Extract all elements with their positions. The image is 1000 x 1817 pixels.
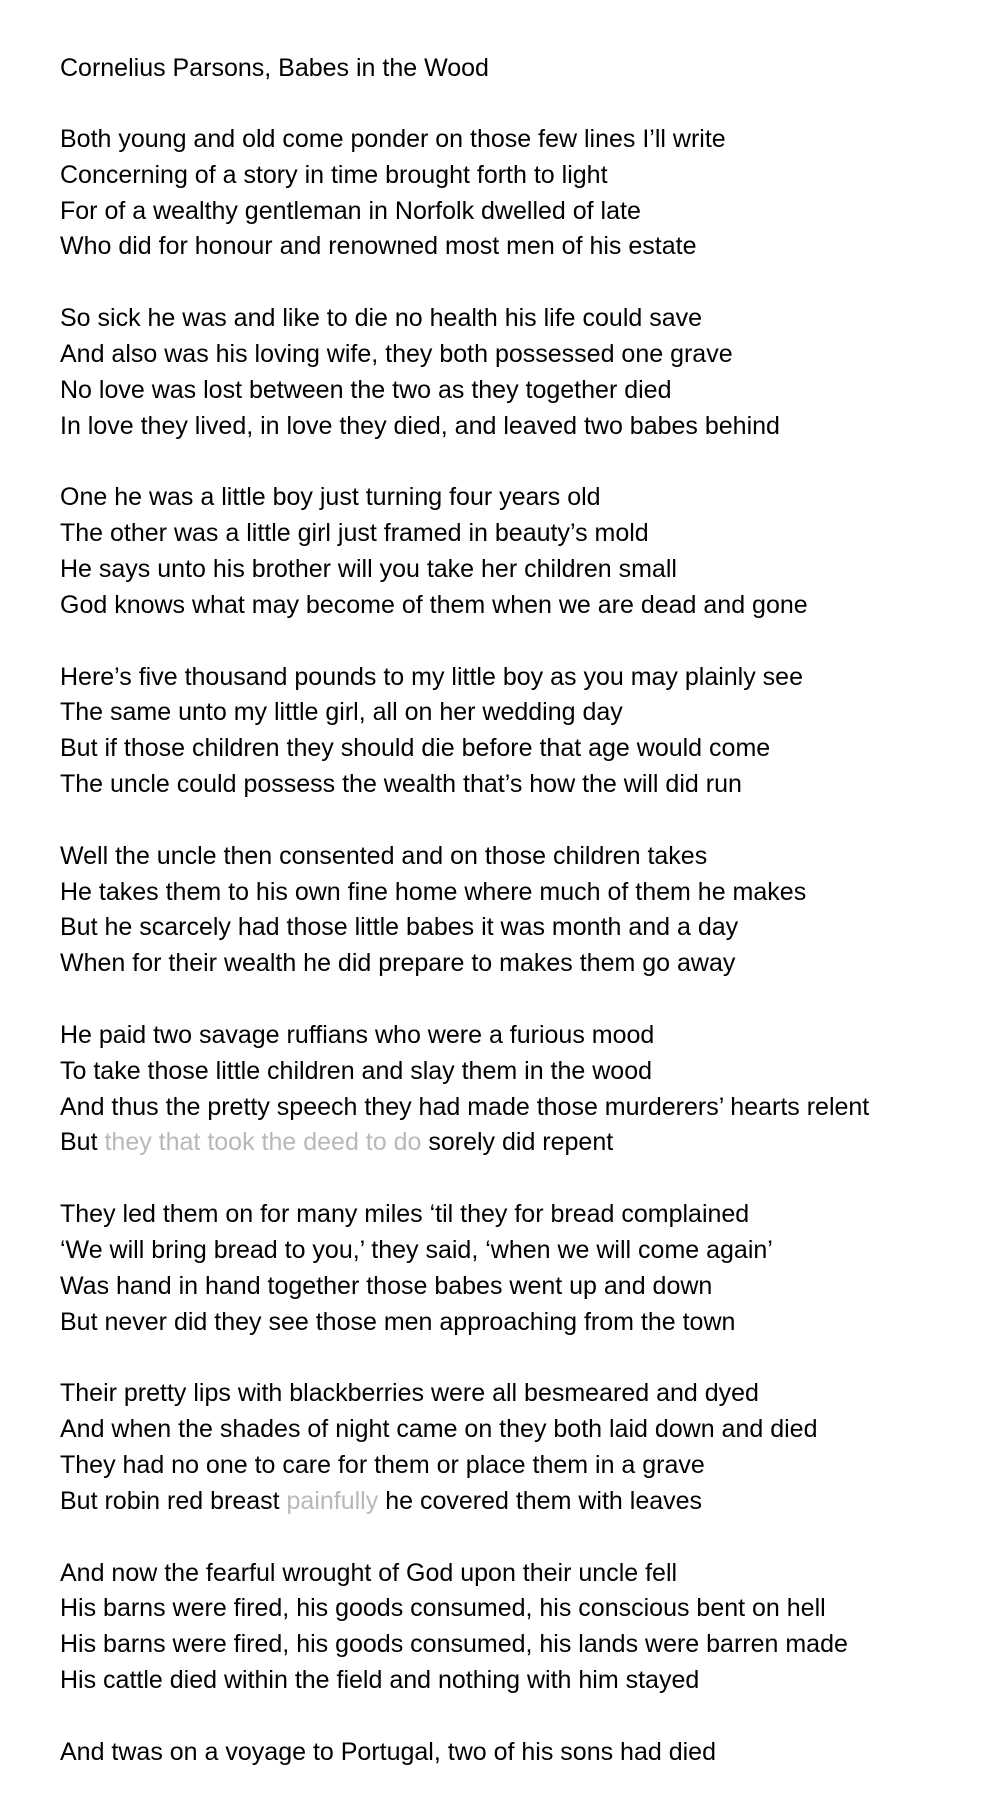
stanza-10 <box>60 1735 980 1771</box>
verse-line-partial <box>60 1125 980 1161</box>
verse-line: He paid two savage ruffians who were a furious mood <box>60 1020 655 1049</box>
verse-text: sorely did repent <box>421 1128 614 1157</box>
verse-line: And now the fearful wrought of God upon their uncle fell <box>60 1558 678 1587</box>
verse-line: The same unto my little girl, all on her wedding day <box>60 698 623 727</box>
verse-line: So sick he was and like to die no health his life could save <box>60 304 703 333</box>
verse-line: Well the uncle then consented and on those children takes <box>60 841 708 870</box>
verse-line: He takes them to his own fine home where much of them he makes <box>60 877 807 906</box>
verse-line-partial <box>60 1484 980 1520</box>
stanza-5 <box>60 839 980 982</box>
verse-line: Here’s five thousand pounds to my little boy as you may plainly see <box>60 662 803 691</box>
stanza-3 <box>60 480 980 623</box>
verse-line: The other was a little girl just framed in beauty’s mold <box>60 519 649 548</box>
verse-line: ‘We will bring bread to you,’ they said, ‘when we will come again’ <box>60 1235 773 1264</box>
verse-line: Their pretty lips with blackberries were all besmeared and dyed <box>60 1379 759 1408</box>
verse-line: His cattle died within the field and nothing with him stayed <box>60 1665 700 1694</box>
verse-line: For of a wealthy gentleman in Norfolk dwelled of late <box>60 196 641 225</box>
verse-line: Concerning of a story in time brought forth to light <box>60 160 608 189</box>
verse-line: Both young and old come ponder on those few lines I’ll write <box>60 125 726 153</box>
document-title: Cornelius Parsons, Babes in the Wood <box>60 54 489 82</box>
verse-line: He says unto his brother will you take her children small <box>60 554 677 583</box>
verse-line: When for their wealth he did prepare to makes them go away <box>60 949 736 978</box>
verse-line: No love was lost between the two as they together died <box>60 375 672 404</box>
verse-line: Who did for honour and renowned most men of his estate <box>60 232 697 261</box>
verse-line: And thus the pretty speech they had made those murderers’ hearts relent <box>60 1092 870 1121</box>
verse-line: His barns were fired, his goods consumed, his lands were barren made <box>60 1630 848 1659</box>
verse-line: In love they lived, in love they died, and leaved two babes behind <box>60 411 780 440</box>
verse-text: he covered them with leaves <box>378 1486 703 1515</box>
verse-line: And twas on a voyage to Portugal, two of his sons had died <box>60 1737 716 1766</box>
verse-line: And also was his loving wife, they both possessed one grave <box>60 339 733 368</box>
verse-line: And when the shades of night came on they both laid down and died <box>60 1415 818 1444</box>
verse-line: But if those children they should die before that age would come <box>60 734 771 763</box>
verse-line: But he scarcely had those little babes it was month and a day <box>60 913 739 942</box>
faint-verse-text: painfully <box>286 1486 379 1515</box>
verse-line: His barns were fired, his goods consumed, his conscious bent on hell <box>60 1594 826 1623</box>
stanza-9 <box>60 1556 980 1699</box>
verse-line: They had no one to care for them or place them in a grave <box>60 1450 705 1479</box>
verse-line: The uncle could possess the wealth that’s how the will did run <box>60 769 742 798</box>
lyrics-document <box>60 50 980 1770</box>
verse-line: Was hand in hand together those babes went up and down <box>60 1271 713 1300</box>
stanza-6 <box>60 1018 980 1161</box>
stanza-7 <box>60 1197 980 1340</box>
stanza-4 <box>60 660 980 803</box>
verse-line: God knows what may become of them when we are dead and gone <box>60 590 808 619</box>
faint-verse-text: they that took the deed to do <box>104 1128 422 1157</box>
verse-line: To take those little children and slay them in the wood <box>60 1056 653 1085</box>
verse-line: They led them on for many miles ‘til they for bread complained <box>60 1200 750 1229</box>
stanza-2 <box>60 301 980 444</box>
verse-line: One he was a little boy just turning four years old <box>60 483 601 512</box>
stanza-8 <box>60 1376 980 1519</box>
verse-line: But never did they see those men approaching from the town <box>60 1307 736 1336</box>
stanza-1 <box>60 122 980 265</box>
verse-text: But robin red breast <box>60 1486 287 1515</box>
verse-text: But <box>60 1128 105 1157</box>
